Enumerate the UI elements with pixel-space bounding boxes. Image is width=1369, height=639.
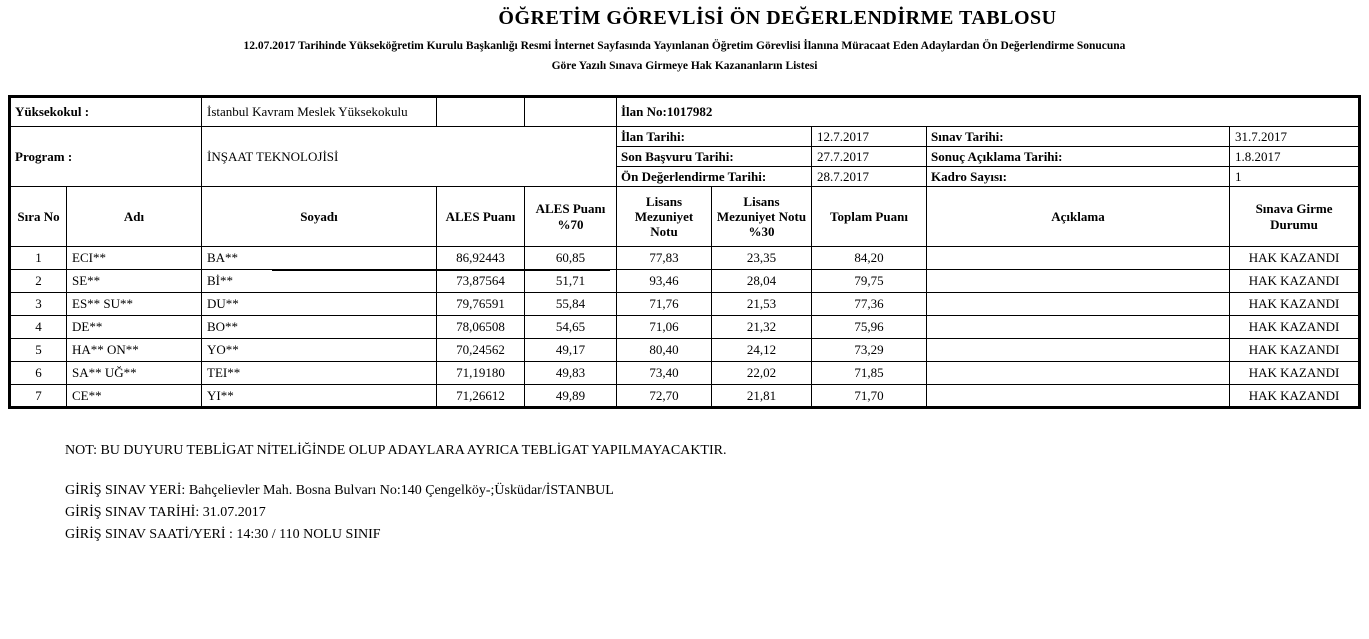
- cell-aciklama: [927, 385, 1230, 408]
- cell-lisans-notu: 73,40: [617, 362, 712, 385]
- cell-ales-puani-70: 49,89: [525, 385, 617, 408]
- cell-sira-no: 5: [10, 339, 67, 362]
- ilan-tarihi-value: 12.7.2017: [812, 127, 927, 147]
- cell-aciklama: [927, 339, 1230, 362]
- cell-sinava-girme-durumu: HAK KAZANDI: [1230, 339, 1360, 362]
- table-row: [10, 316, 1360, 339]
- cell-lisans-notu: 71,06: [617, 316, 712, 339]
- cell-adi: CE**: [67, 385, 202, 408]
- on-degerlendirme-label: Ön Değerlendirme Tarihi:: [617, 167, 812, 187]
- column-header-lisans-mezuniyet-notu: Lisans Mezuniyet Notu: [617, 187, 712, 247]
- cell-toplam-puani: 75,96: [812, 316, 927, 339]
- cell-lisans-notu-30: 28,04: [712, 270, 812, 293]
- cell-sinava-girme-durumu: HAK KAZANDI: [1230, 362, 1360, 385]
- program-label: Program :: [10, 127, 202, 187]
- cell-sinava-girme-durumu: HAK KAZANDI: [1230, 385, 1360, 408]
- cell-ales-puani: 71,19180: [437, 362, 525, 385]
- cell-ales-puani-70: 51,71: [525, 270, 617, 293]
- table-row: [10, 293, 1360, 316]
- cell-ales-puani: 78,06508: [437, 316, 525, 339]
- cell-lisans-notu-30: 23,35: [712, 247, 812, 270]
- column-header-ales-puani: ALES Puanı: [437, 187, 525, 247]
- cell-sinava-girme-durumu: HAK KAZANDI: [1230, 247, 1360, 270]
- kadro-sayisi-value: 1: [1230, 167, 1360, 187]
- sonuc-aciklama-value: 1.8.2017: [1230, 147, 1360, 167]
- ilan-tarihi-label: İlan Tarihi:: [617, 127, 812, 147]
- cell-sinava-girme-durumu: HAK KAZANDI: [1230, 293, 1360, 316]
- yuksekokul-label: Yüksekokul :: [10, 97, 202, 127]
- cell-sira-no: 4: [10, 316, 67, 339]
- column-header-sira-no: Sıra No: [10, 187, 67, 247]
- subtitle-line-1: 12.07.2017 Tarihinde Yükseköğretim Kurulu Başkanlığı Resmi İnternet Sayfasında Yayınlanan Öğretim Görevlisi İlanına Müracaat Eden Adaylardan Ön Değerlendirme Sonucuna: [243, 40, 1126, 52]
- cell-adi: HA** ON**: [67, 339, 202, 362]
- cell-lisans-notu: 77,83: [617, 247, 712, 270]
- cell-sira-no: 2: [10, 270, 67, 293]
- cell-soyadi: BO**: [202, 316, 437, 339]
- column-header-sinava-girme-durumu: Sınava Girme Durumu: [1230, 187, 1360, 247]
- column-header-aciklama: Açıklama: [927, 187, 1230, 247]
- cell-soyadi: DU**: [202, 293, 437, 316]
- cell-sinava-girme-durumu: HAK KAZANDI: [1230, 316, 1360, 339]
- note-sinav-yeri: GİRİŞ SINAV YERİ: Bahçelievler Mah. Bosna Bulvarı No:140 Çengelköy-;Üsküdar/İSTANBUL: [65, 483, 614, 498]
- table-row: [10, 385, 1360, 408]
- cell-ales-puani-70: 60,85: [525, 247, 617, 270]
- yuksekokul-value: İstanbul Kavram Meslek Yüksekokulu: [202, 97, 437, 127]
- cell-adi: DE**: [67, 316, 202, 339]
- results-table-wrapper: [8, 95, 1358, 409]
- cell-toplam-puani: 73,29: [812, 339, 927, 362]
- table-row: [10, 270, 1360, 293]
- table-row: [10, 247, 1360, 270]
- cell-lisans-notu: 72,70: [617, 385, 712, 408]
- cell-ales-puani: 71,26612: [437, 385, 525, 408]
- cell-sira-no: 7: [10, 385, 67, 408]
- cell-ales-puani-70: 49,17: [525, 339, 617, 362]
- son-basvuru-value: 27.7.2017: [812, 147, 927, 167]
- cell-sinava-girme-durumu: HAK KAZANDI: [1230, 270, 1360, 293]
- cell-ales-puani: 86,92443: [437, 247, 525, 270]
- sinav-tarihi-value: 31.7.2017: [1230, 127, 1360, 147]
- cell-toplam-puani: 77,36: [812, 293, 927, 316]
- note-sinav-saati: GİRİŞ SINAV SAATİ/YERİ : 14:30 / 110 NOLU SINIF: [65, 527, 381, 542]
- results-table: [8, 95, 1361, 409]
- cell-aciklama: [927, 247, 1230, 270]
- cell-lisans-notu-30: 24,12: [712, 339, 812, 362]
- note-tebligat: NOT: BU DUYURU TEBLİGAT NİTELİĞİNDE OLUP ADAYLARA AYRICA TEBLİGAT YAPILMAYACAKTIR.: [65, 443, 727, 458]
- cell-lisans-notu: 93,46: [617, 270, 712, 293]
- cell-soyadi: BA**: [202, 247, 437, 270]
- cell-lisans-notu: 80,40: [617, 339, 712, 362]
- cell-ales-puani-70: 54,65: [525, 316, 617, 339]
- cell-ales-puani: 79,76591: [437, 293, 525, 316]
- program-value: İNŞAAT TEKNOLOJİSİ: [202, 127, 617, 187]
- sonuc-aciklama-label: Sonuç Açıklama Tarihi:: [927, 147, 1230, 167]
- cell-lisans-notu-30: 21,32: [712, 316, 812, 339]
- sinav-tarihi-label: Sınav Tarihi:: [927, 127, 1230, 147]
- stray-underline: [272, 270, 610, 271]
- column-header-toplam-puani: Toplam Puanı: [812, 187, 927, 247]
- note-sinav-tarihi: GİRİŞ SINAV TARİHİ: 31.07.2017: [65, 505, 266, 520]
- cell-sira-no: 3: [10, 293, 67, 316]
- cell-sira-no: 1: [10, 247, 67, 270]
- cell-soyadi: YI**: [202, 385, 437, 408]
- cell-soyadi: Bİ**: [202, 270, 437, 293]
- cell-toplam-puani: 71,85: [812, 362, 927, 385]
- ilan-no: İlan No:1017982: [617, 97, 1360, 127]
- cell-sira-no: 6: [10, 362, 67, 385]
- cell-ales-puani: 70,24562: [437, 339, 525, 362]
- cell-ales-puani: 73,87564: [437, 270, 525, 293]
- cell-soyadi: TEI**: [202, 362, 437, 385]
- cell-adi: ECI**: [67, 247, 202, 270]
- column-header-adi: Adı: [67, 187, 202, 247]
- column-header-ales-puani-70: ALES Puanı %70: [525, 187, 617, 247]
- cell-toplam-puani: 71,70: [812, 385, 927, 408]
- cell-lisans-notu-30: 22,02: [712, 362, 812, 385]
- cell-aciklama: [927, 293, 1230, 316]
- column-header-lisans-mezuniyet-notu-30: Lisans Mezuniyet Notu %30: [712, 187, 812, 247]
- cell-ales-puani-70: 55,84: [525, 293, 617, 316]
- son-basvuru-label: Son Başvuru Tarihi:: [617, 147, 812, 167]
- kadro-sayisi-label: Kadro Sayısı:: [927, 167, 1230, 187]
- cell-toplam-puani: 79,75: [812, 270, 927, 293]
- column-header-soyadi: Soyadı: [202, 187, 437, 247]
- on-degerlendirme-value: 28.7.2017: [812, 167, 927, 187]
- page-title: ÖĞRETİM GÖREVLİSİ ÖN DEĞERLENDİRME TABLOSU: [498, 7, 1057, 29]
- cell-adi: ES** SU**: [67, 293, 202, 316]
- cell-soyadi: YO**: [202, 339, 437, 362]
- cell-lisans-notu-30: 21,53: [712, 293, 812, 316]
- cell-toplam-puani: 84,20: [812, 247, 927, 270]
- cell-aciklama: [927, 362, 1230, 385]
- cell-adi: SE**: [67, 270, 202, 293]
- empty-cell: [437, 97, 525, 127]
- table-row: [10, 339, 1360, 362]
- cell-aciklama: [927, 270, 1230, 293]
- table-row: [10, 362, 1360, 385]
- empty-cell: [525, 97, 617, 127]
- note-giris-block: [65, 480, 614, 546]
- cell-adi: SA** UĞ**: [67, 362, 202, 385]
- cell-lisans-notu: 71,76: [617, 293, 712, 316]
- subtitle-line-2: Göre Yazılı Sınava Girmeye Hak Kazananların Listesi: [551, 60, 818, 72]
- cell-aciklama: [927, 316, 1230, 339]
- cell-lisans-notu-30: 21,81: [712, 385, 812, 408]
- cell-ales-puani-70: 49,83: [525, 362, 617, 385]
